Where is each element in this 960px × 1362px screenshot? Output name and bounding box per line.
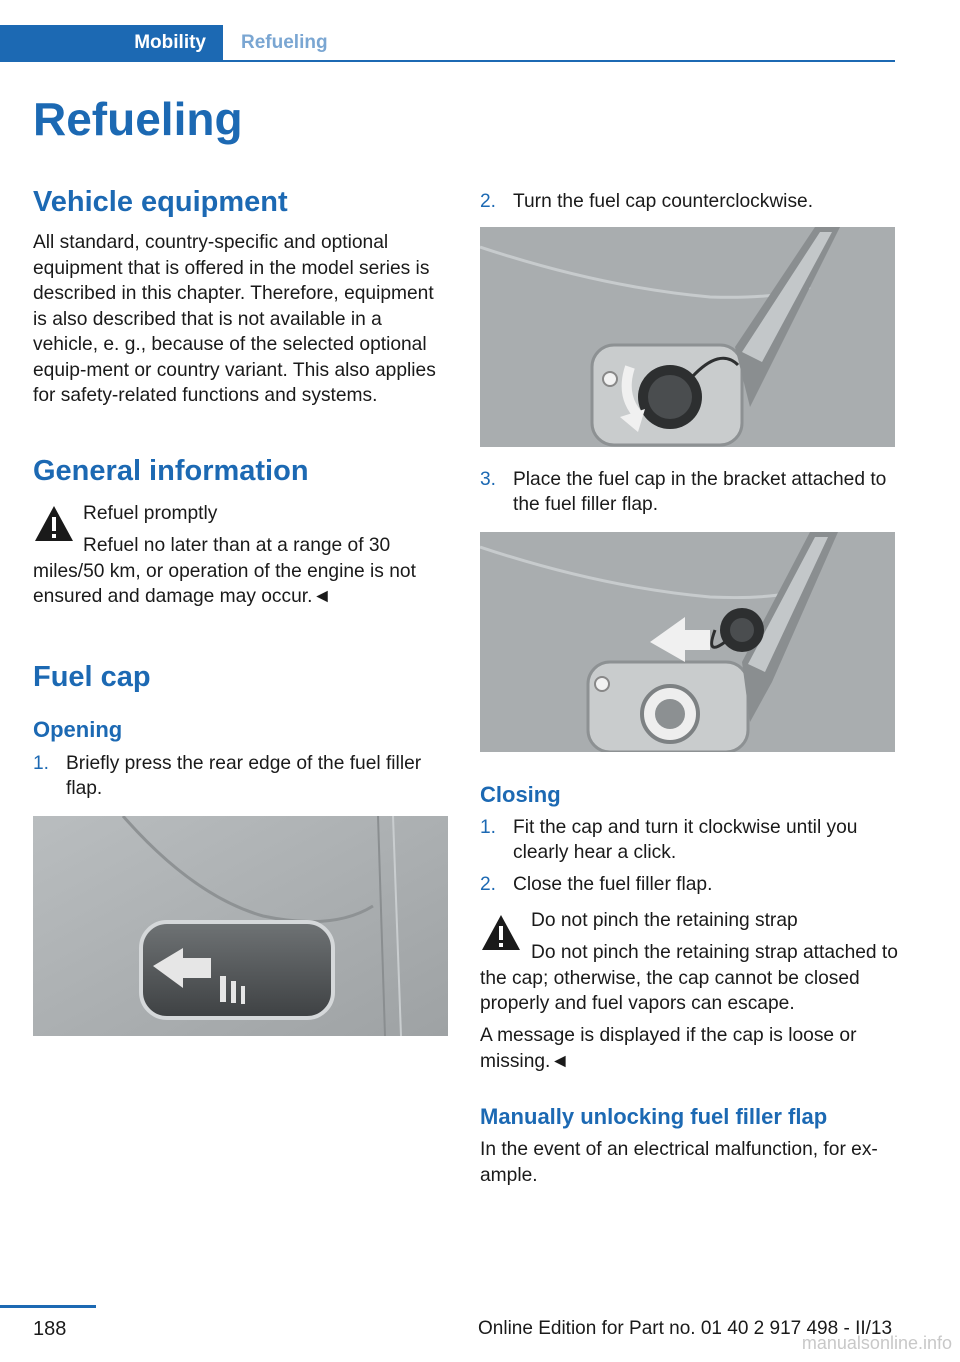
fuel-filler-flap-image <box>33 816 448 1036</box>
warning-text-refuel: Refuel no later than at a range of 30 miles/50 km, or operation of the engine is not ensured and damage may occur.◄ <box>33 535 416 607</box>
step-text: Turn the fuel cap counterclockwise. <box>513 191 814 212</box>
watermark: manualsonline.info <box>801 1333 952 1353</box>
step-number: 2. <box>480 874 497 895</box>
page-number-rule <box>0 1305 96 1308</box>
step-number: 2. <box>480 191 497 212</box>
step-number: 1. <box>33 753 50 774</box>
heading-opening: Opening <box>33 717 123 742</box>
list-item <box>480 815 898 867</box>
warning-title-strap: Do not pinch the retaining strap <box>531 910 798 931</box>
cap-in-bracket-image <box>480 532 895 752</box>
heading-closing: Closing <box>480 782 561 807</box>
step-text: Place the fuel cap in the bracket attached to the fuel filler flap. <box>513 469 887 515</box>
heading-manual-unlock: Manually unlocking fuel filler flap <box>480 1104 828 1129</box>
list-item <box>480 467 898 519</box>
heading-vehicle-equipment: Vehicle equipment <box>33 186 288 218</box>
warning-title-refuel: Refuel promptly <box>83 503 218 524</box>
message-note: A message is displayed if the cap is loose or missing.◄ <box>480 1025 857 1072</box>
step-number: 3. <box>480 469 497 490</box>
heading-fuel-cap: Fuel cap <box>33 661 151 693</box>
list-item <box>480 189 898 215</box>
tab-refueling[interactable]: Refueling <box>241 32 328 53</box>
vehicle-equipment-text: All standard, country-specific and optional equipment that is offered in the model series is described in this chapter. Therefore, equipment is also described that is not available in a vehicle, e. g., because of the selected optional equip-ment or country variant. This also applies for safety-related functions and systems. <box>33 232 436 406</box>
step-text: Briefly press the rear edge of the fuel filler flap. <box>66 753 422 799</box>
step-text: Fit the cap and turn it clockwise until you clearly hear a click. <box>513 817 858 863</box>
page-title: Refueling <box>33 93 243 145</box>
list-item <box>33 751 451 803</box>
heading-general-information: General information <box>33 455 309 487</box>
warning-text-strap: Do not pinch the retaining strap attached to the cap; otherwise, the cap cannot be closed properly and fuel vapors can escape. <box>480 942 898 1014</box>
header-tabbar <box>0 25 895 62</box>
list-item <box>480 872 898 898</box>
edition-footer: Online Edition for Part no. 01 40 2 917 498 - II/13 <box>478 1318 893 1339</box>
manual-unlock-text: In the event of an electrical malfunction, for ex-ample. <box>480 1139 878 1186</box>
step-text: Close the fuel filler flap. <box>513 874 713 895</box>
page-number: 188 <box>33 1318 67 1340</box>
tab-mobility[interactable]: Mobility <box>0 25 223 61</box>
turn-fuel-cap-image <box>480 227 895 447</box>
step-number: 1. <box>480 817 497 838</box>
